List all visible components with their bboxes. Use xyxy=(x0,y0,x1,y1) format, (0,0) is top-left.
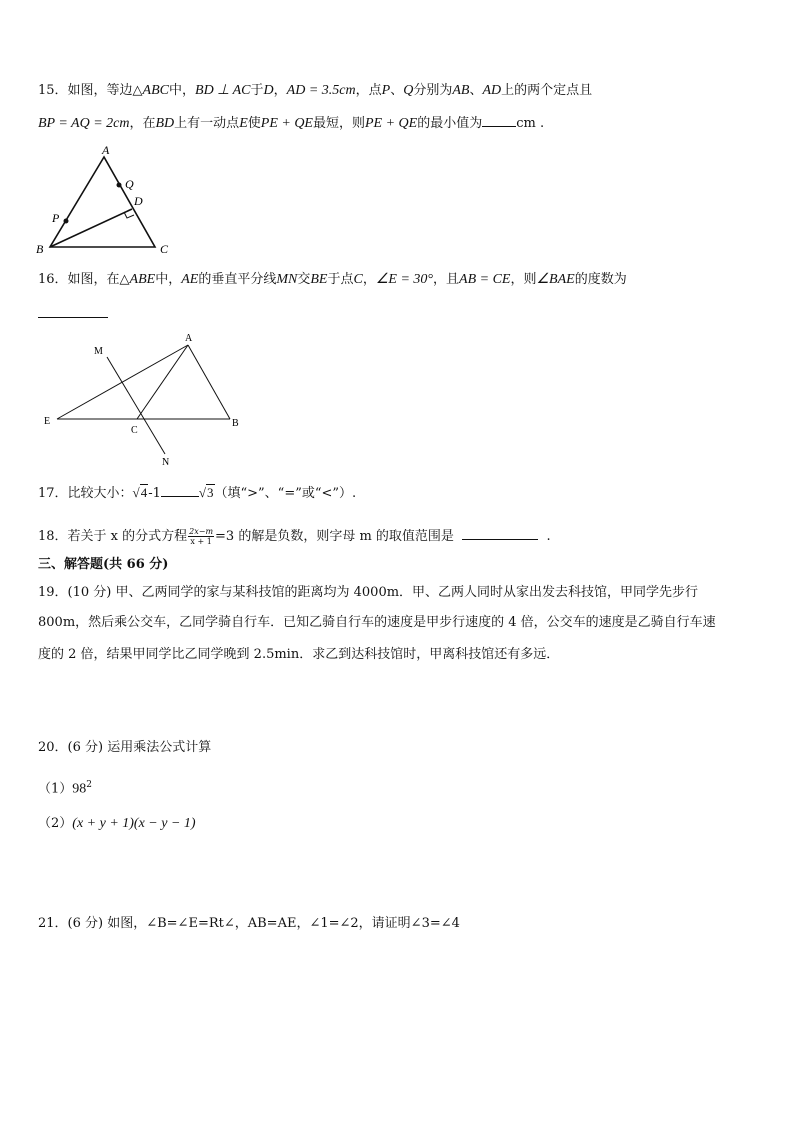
q15-figure xyxy=(30,140,190,260)
line-mn xyxy=(107,357,165,454)
sqrt-3: √3 xyxy=(198,485,214,500)
label-b: B xyxy=(36,242,44,256)
q18-line: 18．若关于 x 的分式方程 $\frac{2x-m}{x + 1}$ =3 的解是负数，则字母 m 的取值范围是 . xyxy=(38,527,551,546)
q21-line: 21．(6 分) 如图，∠B=∠E=Rt∠，AB=AE，∠1=∠2，请证明∠3=∠4 xyxy=(38,916,460,931)
answer-blank[interactable] xyxy=(462,527,538,540)
q20-part1: $(1)98^2$ xyxy=(38,780,93,797)
fraction: $\frac{2x-m}{x + 1}$ xyxy=(189,527,214,546)
q20-part2: （2）(x + y + 1)(x − y − 1) xyxy=(38,816,196,831)
q19-line2: 800m，然后乘公交车，乙同学骑自行车．已知乙骑自行车的速度是甲步行速度的 4 倍，公交车的速度是乙骑自行车速 xyxy=(38,615,716,630)
point-p xyxy=(64,219,69,224)
label-a: A xyxy=(102,143,110,157)
label-c: C xyxy=(131,425,138,436)
label-d: D xyxy=(134,194,143,208)
right-angle-mark xyxy=(124,212,134,218)
label-c: C xyxy=(160,242,169,256)
answer-blank[interactable] xyxy=(161,484,199,497)
answer-blank[interactable] xyxy=(482,114,516,127)
sqrt-4: √4 xyxy=(132,485,148,500)
answer-blank[interactable] xyxy=(38,305,108,318)
q19-line1: 19．(10 分) 甲、乙两同学的家与某科技馆的距离均为 4000m．甲、乙两人同时从家出发去科技馆，甲同学先步行 xyxy=(38,585,699,600)
label-n: N xyxy=(162,457,170,468)
q20-title: 20．(6 分) 运用乘法公式计算 xyxy=(38,740,212,755)
q15-line1: 15．如图，等边△ABC中，BD ⊥ AC于D，AD = 3.5cm，点P、Q分别为AB、AD上的两个定点且 xyxy=(38,83,593,98)
q16-line1: 16．如图，在△ABE中，AE的垂直平分线MN交BE于点C，∠E = 30°，且AB = CE，则∠BAE的度数为 xyxy=(38,272,627,287)
label-q: Q xyxy=(125,177,134,191)
label-e: E xyxy=(44,416,51,427)
label-p: P xyxy=(52,211,60,225)
section-title: 三、解答题(共 66 分) xyxy=(38,557,169,572)
q17-line: 17．比较大小：√4-1 √3（填“>”、“=”或“<”）. xyxy=(38,485,357,501)
q19-line3: 度的 2 倍，结果甲同学比乙同学晚到 2.5min．求乙到达科技馆时，甲离科技馆还有多远． xyxy=(38,647,560,662)
point-q xyxy=(117,183,122,188)
label-b: B xyxy=(232,418,239,429)
label-a: A xyxy=(185,333,193,344)
segment-ac xyxy=(137,345,188,419)
q16-figure xyxy=(40,330,250,470)
segment-ab xyxy=(188,345,230,419)
q15-line2: BP = AQ = 2cm，在BD上有一动点E使PE + QE最短，则PE + QE的最小值为 cm . xyxy=(38,116,545,131)
label-m: M xyxy=(94,346,103,357)
